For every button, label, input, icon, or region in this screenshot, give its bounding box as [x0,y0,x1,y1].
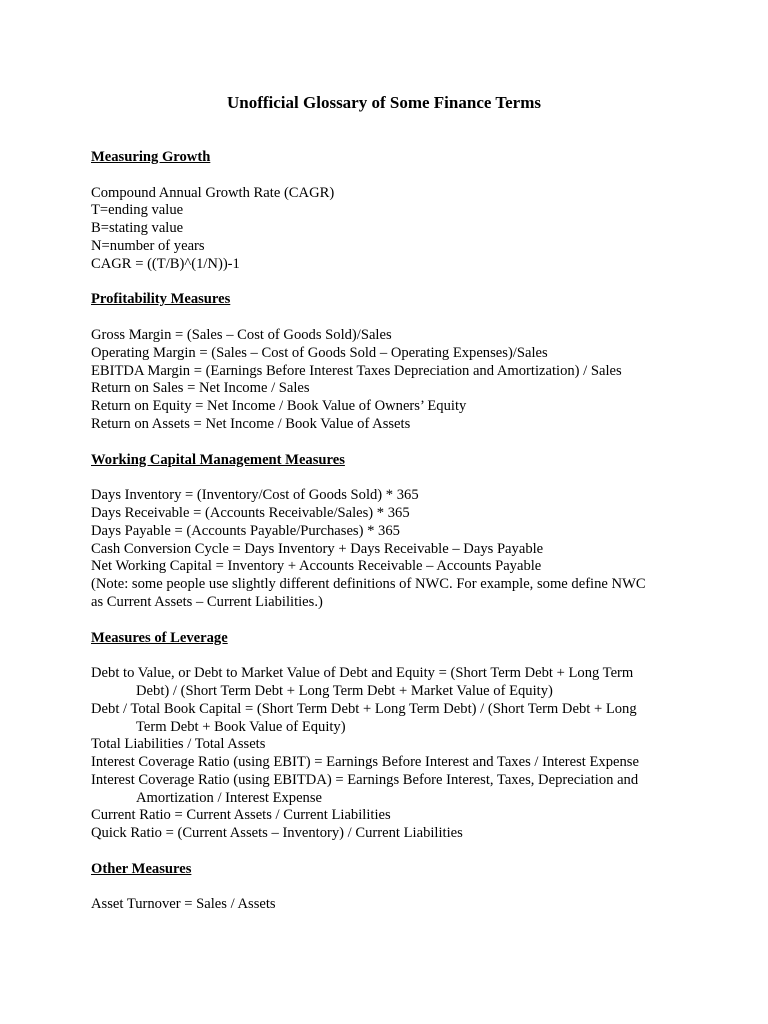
glossary-line: Days Receivable = (Accounts Receivable/Sales) * 365 [91,504,410,521]
glossary-line: Quick Ratio = (Current Assets – Inventory) / Current Liabilities [91,825,463,842]
glossary-line: as Current Assets – Current Liabilities.) [91,593,323,610]
glossary-line: Return on Sales = Net Income / Sales [91,380,310,397]
glossary-line: Days Payable = (Accounts Payable/Purchases) * 365 [91,522,400,539]
glossary-line: Return on Assets = Net Income / Book Value of Assets [91,415,411,432]
glossary-line: B=stating value [91,220,184,237]
section-spacer [91,274,691,292]
glossary-line: Interest Coverage Ratio (using EBIT) = Earnings Before Interest and Taxes / Interest Expense [91,754,639,771]
glossary-line: Current Ratio = Current Assets / Current Liabilities [91,807,391,824]
section-heading: Other Measures [91,860,192,877]
glossary-line: Cash Conversion Cycle = Days Inventory + Days Receivable – Days Payable [91,540,544,557]
glossary-line: (Note: some people use slightly different definitions of NWC. For example, some define NWC [91,576,646,593]
glossary-line-continuation: Debt) / (Short Term Debt + Long Term Debt + Market Value of Equity) [136,682,553,699]
section-spacer [91,843,691,861]
glossary-line: Total Liabilities / Total Assets [91,736,266,753]
section-heading: Profitability Measures [91,291,231,308]
glossary-line: Interest Coverage Ratio (using EBITDA) = Earnings Before Interest, Taxes, Depreciation and [91,771,639,788]
glossary-content [91,149,691,914]
glossary-line: EBITDA Margin = (Earnings Before Interest Taxes Depreciation and Amortization) / Sales [91,362,622,379]
section-spacer [91,612,691,630]
glossary-line: Debt to Value, or Debt to Market Value of Debt and Equity = (Short Term Debt + Long Term [91,665,634,682]
glossary-line: Gross Margin = (Sales – Cost of Goods Sold)/Sales [91,326,392,343]
glossary-line: N=number of years [91,237,205,254]
glossary-line: Net Working Capital = Inventory + Accounts Receivable – Accounts Payable [91,558,542,575]
section-heading: Measuring Growth [91,149,211,165]
glossary-line: Compound Annual Growth Rate (CAGR) [91,184,335,201]
glossary-line: CAGR = ((T/B)^(1/N))-1 [91,255,240,272]
glossary-line: Asset Turnover = Sales / Assets [91,896,276,913]
glossary-section [91,291,691,433]
glossary-section [91,861,691,914]
glossary-section [91,149,691,274]
glossary-line-continuation: Amortization / Interest Expense [136,789,323,806]
glossary-section [91,452,691,612]
section-heading: Working Capital Management Measures [91,451,345,468]
glossary-line-continuation: Term Debt + Book Value of Equity) [136,718,346,735]
glossary-line: Debt / Total Book Capital = (Short Term Debt + Long Term Debt) / (Short Term Debt + Long [91,700,637,717]
glossary-line: Operating Margin = (Sales – Cost of Goods Sold – Operating Expenses)/Sales [91,344,548,361]
section-spacer [91,434,691,452]
glossary-line: Return on Equity = Net Income / Book Value of Owners’ Equity [91,398,467,415]
glossary-line: T=ending value [91,202,184,219]
glossary-section [91,630,691,844]
glossary-line: Days Inventory = (Inventory/Cost of Goods Sold) * 365 [91,487,419,504]
section-heading: Measures of Leverage [91,629,228,646]
document-title: Unofficial Glossary of Some Finance Terms [226,93,541,112]
